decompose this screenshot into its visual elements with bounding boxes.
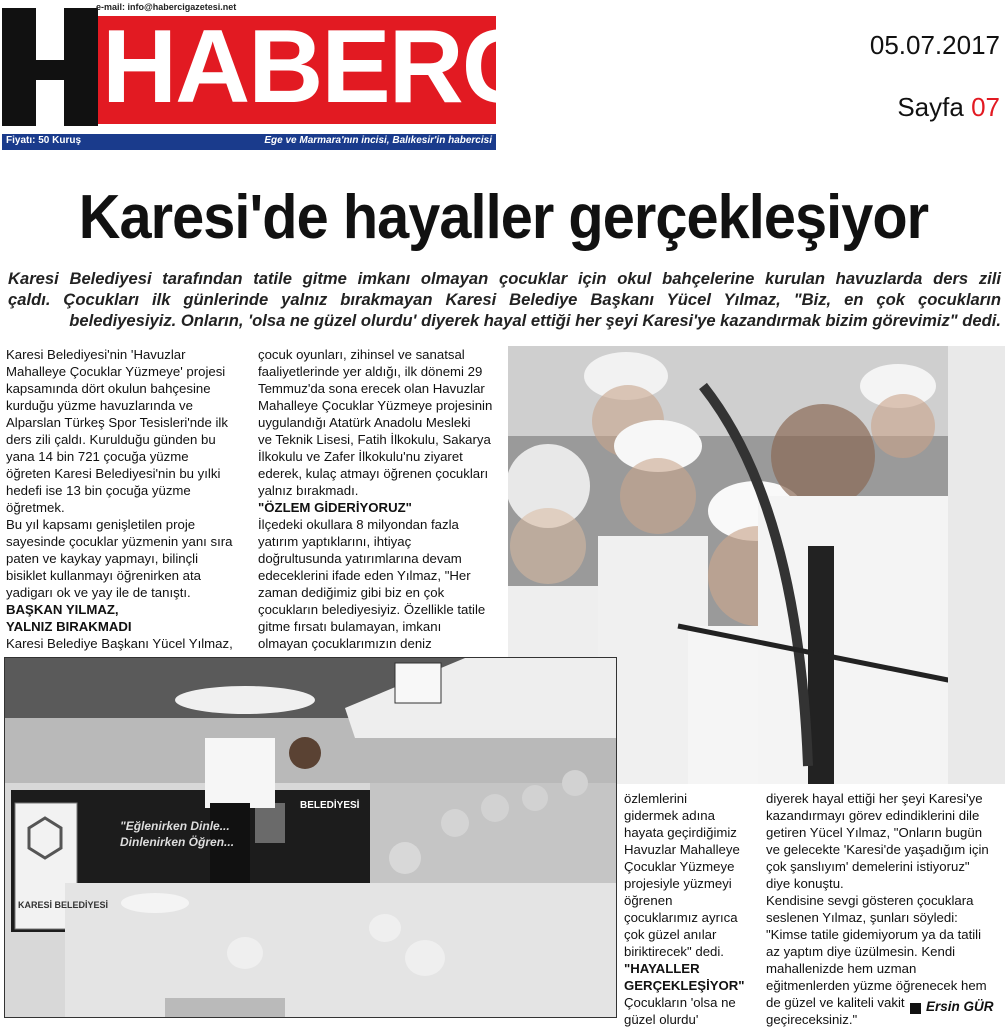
text-line: diyerek hayal ettiği her şeyi Karesi'ye (766, 791, 983, 806)
lead-line: çaldı. Çocukları ilk günlerinde yalnız bırakmayan Karesi Belediye Başkanı Yücel Yılmaz, "Biz, en çok çocukların (8, 290, 1001, 309)
subheading: "HAYALLER (624, 961, 700, 976)
text-line: Temmuz'da sona erecek olan Havuzlar (258, 381, 485, 396)
author-square-icon (910, 1003, 921, 1014)
text-line: eğitmenlerden yüzme öğrenecek hem (766, 978, 987, 993)
karesi-logo-label: KARESİ BELEDİYESİ (18, 900, 109, 910)
masthead-email: e-mail: info@habercigazetesi.net (96, 2, 237, 12)
lead-line: Karesi Belediyesi tarafından tatile gitme imkanı olmayan çocuklar için okul bahçelerine kurulan havuzlarda ders zili (8, 269, 1001, 288)
banner-line: Dinlenirken Öğren... (120, 835, 235, 849)
text-line: Karesi Belediye Başkanı Yücel Yılmaz, (6, 636, 233, 651)
issue-date: 05.07.2017 (869, 30, 1000, 60)
text-line: güzel olurdu' (624, 1012, 699, 1027)
photo-pool-scene (4, 657, 617, 1018)
text-line: çocukların belediyesiyiz. Özellikle tatile (258, 602, 486, 617)
text-line: Karesi Belediyesi'nin 'Havuzlar (6, 347, 186, 362)
text-line: de güzel ve kaliteli vakit (766, 995, 905, 1010)
text-line: Alparslan Türkeş Spor Tesisleri'nde ilk (6, 415, 228, 430)
lead-line: belediyesiyiz. Onların, 'olsa ne güzel olurdu' diyerek hayal ettiği her şeyi Karesi'ye kazandırmak bizim görevimiz" dedi. (69, 311, 1001, 330)
text-line: geçireceksiniz." (766, 1012, 858, 1027)
text-line: ederek, kulaç atmayı öğrenen çocukları (258, 466, 489, 481)
text-line: kurduğu yüzme havuzlarında ve (6, 398, 193, 413)
text-line: İlçedeki okullara 8 milyondan fazla (258, 517, 459, 532)
text-line: projesiyle yüzmeyi (624, 876, 732, 891)
subheading: YALNIZ BIRAKMADI (6, 619, 132, 634)
text-line: Havuzlar Mahalleye (624, 842, 740, 857)
subheading: GERÇEKLEŞİYOR" (624, 978, 745, 993)
text-line: bisiklet kullanmayı öğrenirken ata (6, 568, 201, 583)
text-line: "Kimse tatile gidemiyorum ya da tatili (766, 927, 982, 942)
article-column-3 (624, 790, 754, 1028)
text-line: seslenen Yılmaz, şunları söyledi: (766, 910, 958, 925)
page-number-value: 07 (971, 92, 1000, 122)
text-line: doğrultusunda yatırımlarına devam (258, 551, 462, 566)
text-line: öğreten Karesi Belediyesi'nin bu yılki (6, 466, 221, 481)
text-line: İlkokulu ve Zafer İlkokulu'nu ziyaret (258, 449, 463, 464)
text-line: gidermek adına (624, 808, 715, 823)
masthead (2, 2, 562, 148)
text-line: Mahalleye Çocuklar Yüzmeye' projesi (6, 364, 226, 379)
text-line: getiren Yücel Yılmaz, "Onların bugün (766, 825, 983, 840)
text-line: çok şanslıyım' demelerini istiyoruz" (766, 859, 970, 874)
text-line: ders zili çaldı. Kurulduğu günden bu (6, 432, 216, 447)
text-line: Çocukların 'olsa ne (624, 995, 736, 1010)
text-line: Mahalleye Çocuklar Yüzmeye projesinin (258, 398, 493, 413)
article-column-1 (6, 346, 246, 652)
text-line: az yaptım diye üzülmesin. Kendi (766, 944, 956, 959)
article-headline: Karesi'de hayaller gerçekleşiyor (78, 183, 929, 252)
text-line: hayata geçirdiğimiz (624, 825, 737, 840)
text-line: zaman dediğimiz gibi biz en çok (258, 585, 445, 600)
text-line: öğrenen (624, 893, 673, 908)
page-label: Sayfa (897, 92, 964, 122)
article-column-2 (258, 346, 508, 652)
text-line: olmayan çocuklarımızın deniz (258, 636, 432, 651)
text-line: çocuk oyunları, zihinsel ve sanatsal (258, 347, 465, 362)
text-line: Çocuklar Yüzmeye (624, 859, 735, 874)
author-byline: Ersin GÜR (926, 999, 994, 1014)
banner-brand: BELEDİYESİ (300, 800, 360, 811)
page-number (820, 92, 1000, 123)
text-line: kapsamında dört okulun bahçesine (6, 381, 211, 396)
text-line: çok güzel anılar (624, 927, 717, 942)
text-line: çocuklarımız ayrıca (624, 910, 738, 925)
text-line: Bu yıl kapsamı genişletilen proje (6, 517, 196, 532)
text-line: yana 14 bin 721 çocuğa yüzme (6, 449, 189, 464)
masthead-h-letter (2, 8, 98, 126)
subheading: BAŞKAN YILMAZ, (6, 602, 119, 617)
text-line: paten ve kaykay yapmayı, bilinçli (6, 551, 199, 566)
text-line: yalnız bırakmadı. (258, 483, 359, 498)
text-line: ve Teknik Lisesi, Fatih İlkokulu, Sakarya (258, 432, 491, 447)
text-line: sayesinde çocuklar yüzmenin yanı sıra (6, 534, 233, 549)
text-line: diye konuştu. (766, 876, 844, 891)
text-line: yatırım yaptıklarını, ihtiyaç (258, 534, 412, 549)
text-line: mahallenizde hem uzman (766, 961, 917, 976)
text-line: özlemlerini (624, 791, 688, 806)
text-line: yadigarı ok ve yay ile de tanıştı. (6, 585, 191, 600)
banner-line: "Eğlenirken Dinle... (120, 819, 230, 833)
photo-pool-illustration (5, 658, 617, 1018)
text-line: hedefi ise 13 bin çocuğa yüzme (6, 483, 191, 498)
newspaper-title: HABERCİ (102, 9, 562, 125)
text-line: Kendisine sevgi gösteren çocuklara (766, 893, 974, 908)
masthead-slogan: Ege ve Marmara'nın incisi, Balıkesir'in habercisi (264, 135, 492, 146)
text-line: biriktirecek" dedi. (624, 944, 724, 959)
text-line: faaliyetlerinde yer aldığı, ilk dönemi 29 (258, 364, 483, 379)
text-line: öğretmek. (6, 500, 65, 515)
masthead-price: Fiyatı: 50 Kuruş (6, 135, 82, 146)
text-line: ve gelecekte 'Karesi'de yaşadığım için (766, 842, 989, 857)
article-lead (8, 268, 1001, 331)
text-line: edeceklerini ifade eden Yılmaz, "Her (258, 568, 471, 583)
subheading: "ÖZLEM GİDERİYORUZ" (258, 500, 412, 515)
text-line: uygulandığı Atatürk Anadolu Mesleki (258, 415, 471, 430)
banner-slogan (120, 818, 234, 850)
text-line: gitme fırsatı bulamayan, imkanı (258, 619, 442, 634)
article-column-4 (766, 790, 1006, 1028)
text-line: kazandırmayı görev edindiklerini dile (766, 808, 980, 823)
